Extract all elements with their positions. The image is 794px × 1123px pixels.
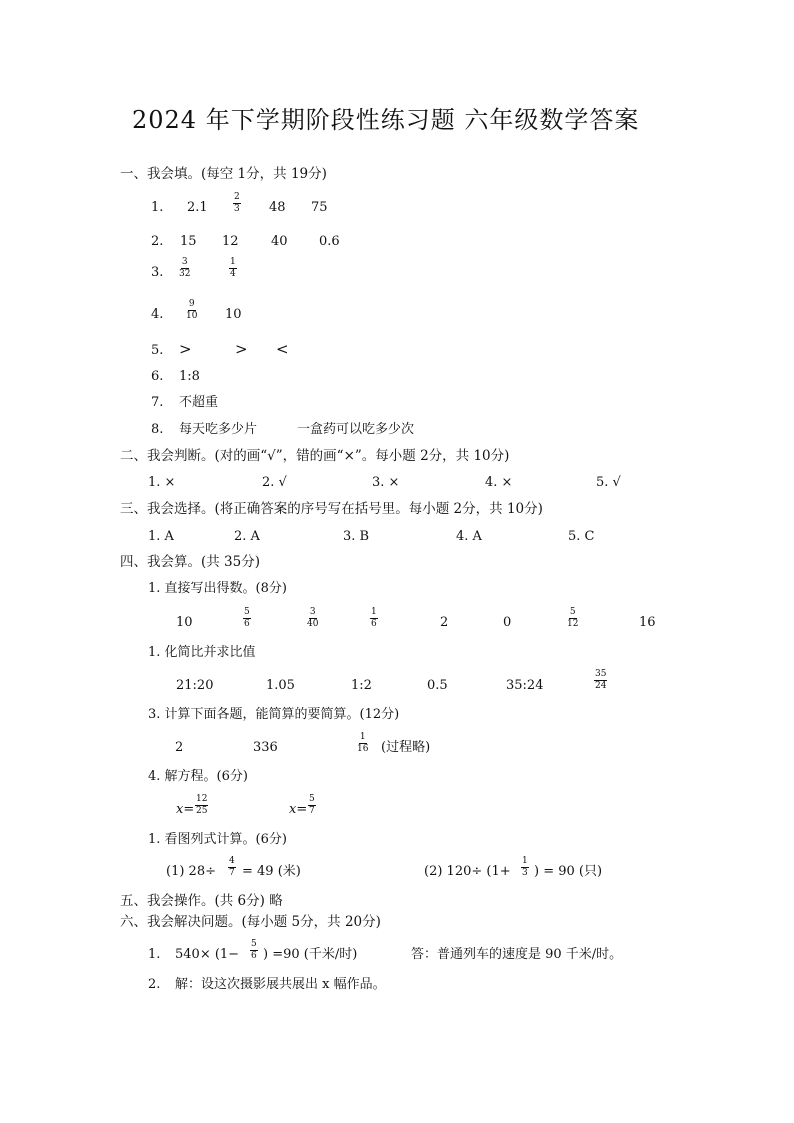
answer: 540× (1−: [175, 947, 240, 962]
answer: 0: [503, 615, 512, 630]
answer: 3. ×: [372, 475, 400, 490]
answer: >: [235, 340, 248, 358]
answer: 1. A: [148, 529, 174, 544]
page-title: 2024 年下学期阶段性练习题 六年级数学答案: [132, 106, 640, 134]
row-label: 7.: [151, 395, 164, 410]
fraction: $\frac{5}{12}$: [567, 607, 579, 630]
s4-part-2-label: 1. 化简比并求比值: [148, 645, 256, 660]
row-label: 3.: [151, 265, 164, 280]
answer-statement: 答：普通列车的速度是 90 千米/时。: [411, 947, 623, 962]
note: (过程略): [381, 740, 431, 755]
answer: 12: [222, 234, 239, 249]
answer: 21:20: [176, 678, 214, 693]
answer: 2: [440, 615, 449, 630]
fraction: $\frac{1}{6}$: [371, 607, 377, 630]
answer: 3. B: [343, 529, 370, 544]
section-4-heading: 四、我会算。(共 35分): [120, 554, 261, 570]
fraction: $\frac{2}{3}$: [234, 192, 240, 215]
answer: 1:8: [179, 369, 200, 384]
answer: 不超重: [179, 395, 219, 410]
s4-part-4-label: 4. 解方程。(6分): [148, 769, 248, 784]
fraction: $\frac{3}{32}$: [179, 257, 191, 280]
fraction: $\frac{5}{6}$: [251, 939, 257, 962]
equation: x=: [289, 802, 308, 817]
answer: = 49 (米): [242, 864, 301, 879]
answer: 40: [271, 234, 288, 249]
answer: 5. C: [568, 529, 595, 544]
answer: 35:24: [506, 678, 544, 693]
row-label: 4.: [151, 307, 164, 322]
row-label: 2.: [148, 977, 161, 992]
answer: 0.6: [319, 234, 340, 249]
s4-part-5-label: 1. 看图列式计算。(6分): [148, 832, 287, 847]
answer: 2. A: [234, 529, 260, 544]
answer: 48: [269, 200, 286, 215]
row-label: 5.: [151, 343, 164, 358]
answer: 每天吃多少片: [179, 422, 258, 437]
section-2-heading: 二、我会判断。(对的画“√”，错的画“×”。每小题 2分，共 10分): [120, 448, 510, 464]
answer: 解：设这次摄影展共展出 x 幅作品。: [175, 977, 386, 992]
answer: 2.1: [187, 200, 208, 215]
equation: x=: [176, 802, 195, 817]
answer: 75: [311, 200, 328, 215]
answer: 2: [175, 740, 184, 755]
answer: >: [179, 340, 192, 358]
fraction: $\frac{3}{40}$: [307, 607, 319, 630]
section-6-heading: 六、我会解决问题。(每小题 5分，共 20分): [120, 914, 381, 930]
answer: 16: [639, 615, 656, 630]
section-3-heading: 三、我会选择。(将正确答案的序号写在括号里。每小题 2分，共 10分): [120, 501, 543, 517]
answer: 1.05: [266, 678, 295, 693]
answer: 1. ×: [148, 475, 176, 490]
row-label: 1.: [151, 200, 164, 215]
fraction: $\frac{4}{7}$: [229, 856, 235, 879]
answer: 10: [225, 307, 242, 322]
fraction: $\frac{1}{16}$: [357, 732, 369, 755]
s4-part-3-label: 3. 计算下面各题，能简算的要简算。(12分): [148, 707, 400, 722]
s4-part-1-label: 1. 直接写出得数。(8分): [148, 581, 287, 596]
section-5-heading: 五、我会操作。(共 6分) 略: [120, 893, 283, 909]
answer: 15: [180, 234, 197, 249]
row-label: 6.: [151, 369, 164, 384]
answer: 一盒药可以吃多少次: [297, 422, 415, 437]
fraction: $\frac{1}{3}$: [522, 856, 528, 879]
answer: (2) 120÷ (1+: [424, 864, 511, 879]
row-label: 8.: [151, 422, 164, 437]
fraction: $\frac{1}{4}$: [230, 257, 236, 280]
row-label: 2.: [151, 234, 164, 249]
fraction: $\frac{5}{6}$: [244, 607, 250, 630]
answer: 2. √: [262, 475, 287, 490]
fraction: $\frac{9}{10}$: [186, 299, 198, 322]
answer: 0.5: [427, 678, 448, 693]
fraction: $\frac{12}{25}$: [196, 794, 208, 817]
answer: 4. ×: [485, 475, 513, 490]
answer: ) = 90 (只): [534, 864, 603, 879]
row-label: 1.: [148, 947, 161, 962]
answer: (1) 28÷: [166, 864, 216, 879]
answer: 10: [176, 615, 193, 630]
answer: 336: [253, 740, 278, 755]
section-1-heading: 一、我会填。(每空 1分，共 19分): [120, 166, 327, 182]
fraction: $\frac{5}{7}$: [309, 794, 315, 817]
fraction: $\frac{35}{24}$: [595, 669, 607, 692]
answer: 1:2: [351, 678, 372, 693]
answer: 4. A: [456, 529, 482, 544]
answer: ) =90 (千米/时): [263, 947, 358, 962]
answer: <: [276, 340, 289, 358]
answer: 5. √: [596, 475, 621, 490]
